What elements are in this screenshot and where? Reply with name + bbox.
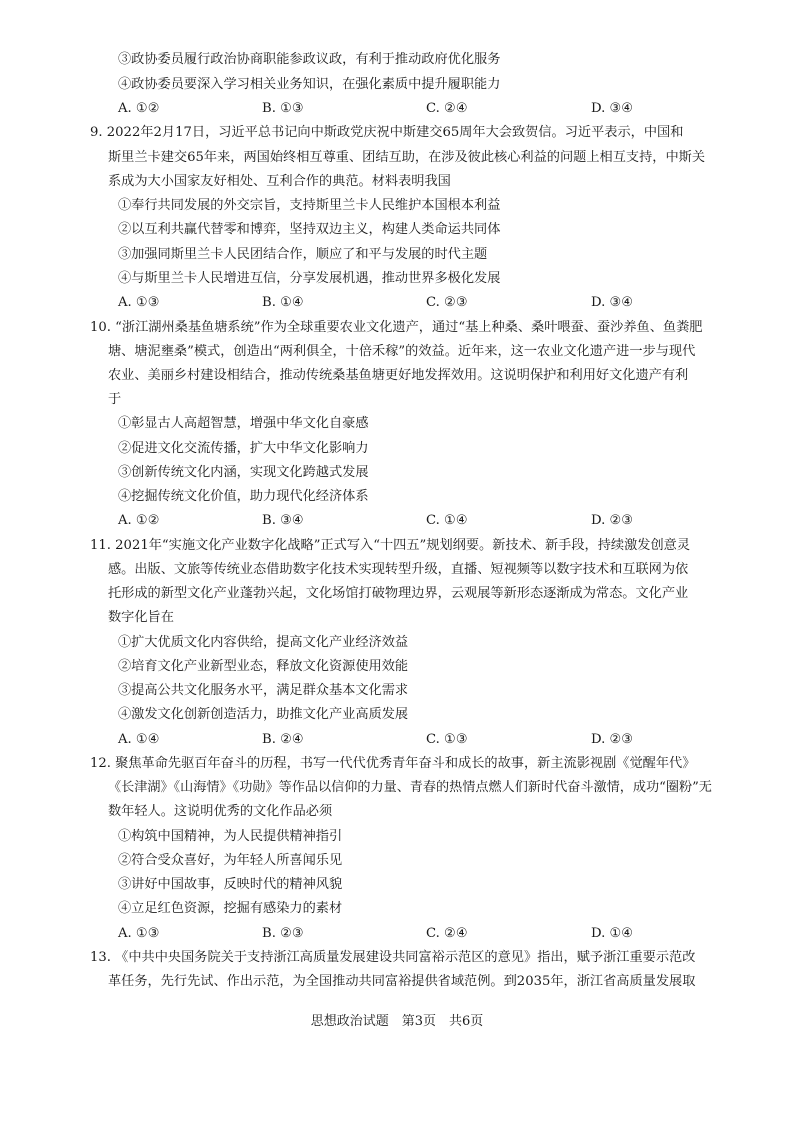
option-statement: ①奉行共同发展的外交宗旨，支持斯里兰卡人民维护本国根本利益 [118, 198, 501, 213]
page-footer: 思想政治试题 第3页 共6页 [310, 1014, 484, 1029]
question-text: 数字化旨在 [108, 610, 174, 625]
question-text: 斯里兰卡建交65年来，两国始终相互尊重、团结互助，在涉及彼此核心利益的问题上相互支持，中斯关 [108, 150, 706, 165]
option-statement: ④与斯里兰卡人民增进互信，分享发展机遇，推动世界多极化发展 [118, 271, 501, 286]
option-statement: ③政协委员履行政治协商职能参政议政，有利于推动政府优化服务 [118, 52, 501, 67]
answer-choice: A. ①④ [118, 732, 160, 747]
answer-choice: C. ②④ [426, 101, 468, 116]
option-statement: ③加强同斯里兰卡人民团结合作，顺应了和平与发展的时代主题 [118, 247, 488, 262]
option-statement: ①彰显古人高超智慧，增强中华文化自豪感 [118, 416, 369, 431]
answer-choice: D. ③④ [591, 295, 634, 310]
answer-choice: D. ③④ [591, 101, 634, 116]
question-text: 托形成的新型文化产业蓬勃兴起，文化场馆打破物理边界，云观展等新形态逐渐成为常态。文化产业 [108, 586, 689, 601]
answer-choice: B. ①④ [262, 295, 304, 310]
question-text: 农业、美丽乡村建设相结合，推动传统桑基鱼塘更好地发挥效用。这说明保护和利用好文化遗产有利 [108, 368, 689, 383]
option-statement: ③讲好中国故事，反映时代的精神风貌 [118, 877, 343, 892]
answer-choice: B. ②③ [262, 926, 304, 941]
option-statement: ②符合受众喜好，为年轻人所喜闻乐见 [118, 853, 343, 868]
question-text: 塘、塘泥壅桑”模式，创造出“两利俱全，十倍禾稼”的效益。近年来，这一农业文化遗产进一步与现代 [108, 344, 696, 359]
option-statement: ④立足红色资源，挖掘有感染力的素材 [118, 901, 343, 916]
option-statement: ②培育文化产业新型业态，释放文化资源使用效能 [118, 659, 409, 674]
question-text: 于 [108, 392, 122, 407]
question-text: 数年轻人。这说明优秀的文化作品必须 [108, 804, 333, 819]
question-text: 13. 《中共中央国务院关于支持浙江高质量发展建设共同富裕示范区的意见》指出，赋予浙江重要示范改 [90, 950, 696, 965]
option-statement: ②促进文化交流传播，扩大中华文化影响力 [118, 441, 369, 456]
answer-choice: D. ①④ [591, 926, 634, 941]
answer-choice: A. ①③ [118, 295, 160, 310]
option-statement: ②以互利共赢代替零和博弈，坚持双边主义，构建人类命运共同体 [118, 222, 501, 237]
question-text: 感。出版、文旅等传统业态借助数字化技术实现转型升级，直播、短视频等以数字技术和互联网为依 [108, 562, 689, 577]
answer-choice: A. ①③ [118, 926, 160, 941]
question-text: 12. 聚焦革命先驱百年奋斗的历程，书写一代代优秀青年奋斗和成长的故事，新主流影视剧《觉醒年代》 [90, 756, 696, 771]
option-statement: ①构筑中国精神，为人民提供精神指引 [118, 829, 343, 844]
answer-choice: B. ②④ [262, 732, 304, 747]
option-statement: ④政协委员要深入学习相关业务知识，在强化素质中提升履职能力 [118, 77, 501, 92]
question-text: 系成为大小国家友好相处、互利合作的典范。材料表明我国 [108, 174, 451, 189]
question-text: 11. 2021年“实施文化产业数字化战略”正式写入“十四五”规划纲要。新技术、新手段，持续激发创意灵 [90, 538, 691, 553]
answer-choice: B. ①③ [262, 101, 304, 116]
option-statement: ①扩大优质文化内容供给，提高文化产业经济效益 [118, 635, 409, 650]
option-statement: ④激发文化创新创造活力，助推文化产业高质发展 [118, 707, 409, 722]
answer-choice: A. ①② [118, 101, 160, 116]
answer-choice: C. ②④ [426, 926, 468, 941]
option-statement: ③提高公共文化服务水平，满足群众基本文化需求 [118, 683, 409, 698]
answer-choice: D. ②③ [591, 513, 634, 528]
answer-choice: C. ②③ [426, 295, 468, 310]
question-text: 《长津湖》《山海情》《功勋》等作品以信仰的力量、青春的热情点燃人们新时代奋斗激情，成功“圈粉”无 [108, 780, 712, 795]
answer-choice: A. ①② [118, 513, 160, 528]
question-text: 10. “浙江湖州桑基鱼塘系统”作为全球重要农业文化遗产，通过“基上种桑、桑叶喂蚕、蚕沙养鱼、鱼粪肥 [90, 320, 703, 335]
answer-choice: C. ①③ [426, 732, 468, 747]
question-text: 革任务，先行先试、作出示范，为全国推动共同富裕提供省域范例。到2035年，浙江省高质量发展取 [108, 974, 696, 989]
answer-choice: C. ①④ [426, 513, 468, 528]
answer-choice: D. ②③ [591, 732, 634, 747]
question-text: 9. 2022年2月17日，习近平总书记向中斯政党庆祝中斯建交65周年大会致贺信。习近平表示，中国和 [90, 125, 684, 140]
option-statement: ③创新传统文化内涵，实现文化跨越式发展 [118, 465, 369, 480]
option-statement: ④挖掘传统文化价值，助力现代化经济体系 [118, 489, 369, 504]
answer-choice: B. ③④ [262, 513, 304, 528]
